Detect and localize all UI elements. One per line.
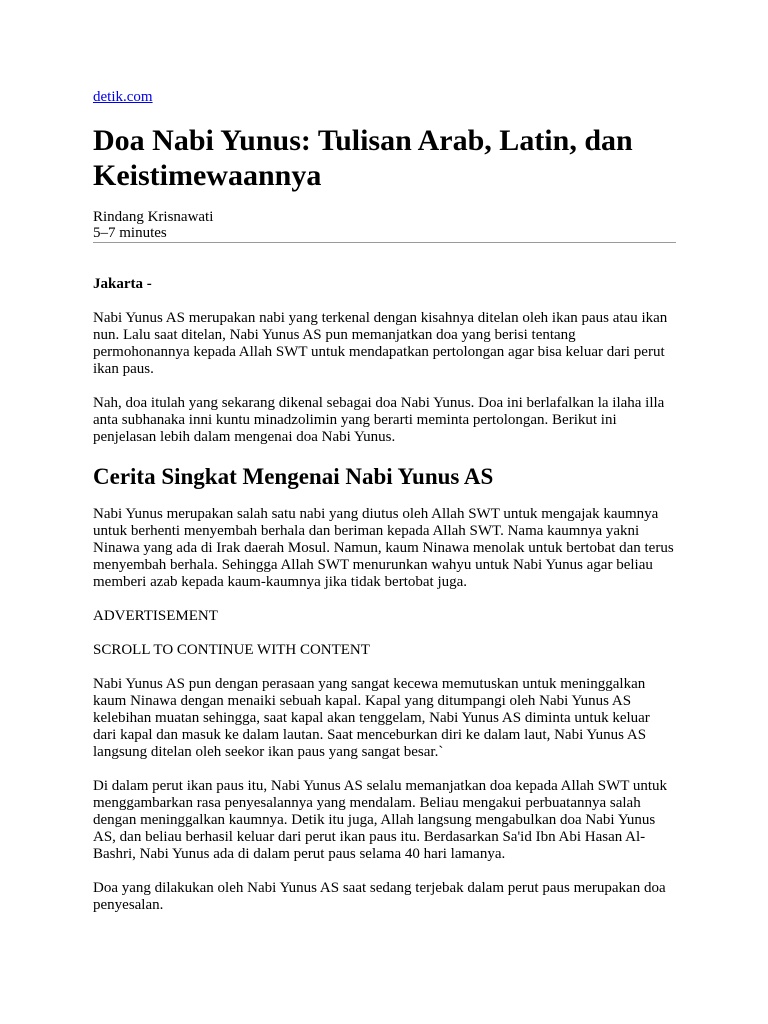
advertisement-label: ADVERTISEMENT: [93, 608, 218, 624]
read-time: 5–7 minutes: [93, 225, 167, 241]
article-container: [93, 88, 676, 914]
paragraph-4: Nabi Yunus AS pun dengan perasaan yang sangat kecewa memutuskan untuk meninggalkan kaum Ninawa dengan menaiki sebuah kapal. Kapal yang ditumpangi oleh Nabi Yunus AS kelebihan muatan sehingga, saat kapal akan tenggelam, Nabi Yunus AS diminta untuk keluar dari kapal dan masuk ke dalam lautan. Saat menceburkan diri ke dalam laut, Nabi Yunus AS langsung ditelan oleh seekor ikan paus yang sangat besar.`: [93, 676, 650, 760]
paragraph-5: Di dalam perut ikan paus itu, Nabi Yunus AS selalu memanjatkan doa kepada Allah SWT untuk menggambarkan rasa penyesalannya yang mendalam. Beliau mengakui perbuatannya salah dengan meninggalkan kaumnya. Detik itu juga, Allah langsung mengabulkan doa Nabi Yunus AS, dan beliau berhasil keluar dari perut ikan paus itu. Berdasarkan Sa'id Ibn Abi Hasan Al-Bashri, Nabi Yunus ada di dalam perut paus selama 40 hari lamanya.: [93, 778, 668, 862]
author-name: Rindang Krisnawati: [93, 209, 214, 225]
article-meta: [93, 209, 676, 243]
source-link[interactable]: detik.com: [93, 89, 153, 105]
dateline: Jakarta -: [93, 276, 152, 292]
section-heading: Cerita Singkat Mengenai Nabi Yunus AS: [93, 464, 494, 489]
paragraph-2: Nah, doa itulah yang sekarang dikenal sebagai doa Nabi Yunus. Doa ini berlafalkan la ilaha illa anta subhanaka inni kuntu minadzolimin yang berarti meminta pertolongan. Berikut ini penjelasan lebih dalam mengenai doa Nabi Yunus.: [93, 395, 665, 445]
scroll-to-continue-label: SCROLL TO CONTINUE WITH CONTENT: [93, 642, 370, 658]
paragraph-6: Doa yang dilakukan oleh Nabi Yunus AS saat sedang terjebak dalam perut paus merupakan doa penyesalan.: [93, 880, 666, 913]
article-title: Doa Nabi Yunus: Tulisan Arab, Latin, dan Keistimewaannya: [93, 124, 633, 192]
paragraph-1: Nabi Yunus AS merupakan nabi yang terkenal dengan kisahnya ditelan oleh ikan paus atau ikan nun. Lalu saat ditelan, Nabi Yunus AS pun memanjatkan doa yang berisi tentang permohonannya kepada Allah SWT untuk mendapatkan pertolongan agar bisa keluar dari perut ikan paus.: [93, 310, 668, 377]
paragraph-3: Nabi Yunus merupakan salah satu nabi yang diutus oleh Allah SWT untuk mengajak kaumnya untuk berhenti menyembah berhala dan beriman kepada Allah SWT. Nama kaumnya yakni Ninawa yang ada di Irak daerah Mosul. Namun, kaum Ninawa menolak untuk bertobat dan terus menyembah berhala. Sehingga Allah SWT menurunkan wahyu untuk Nabi Yunus agar beliau memberi azab kepada kaum-kaumnya jika tidak bertobat juga.: [93, 506, 674, 590]
